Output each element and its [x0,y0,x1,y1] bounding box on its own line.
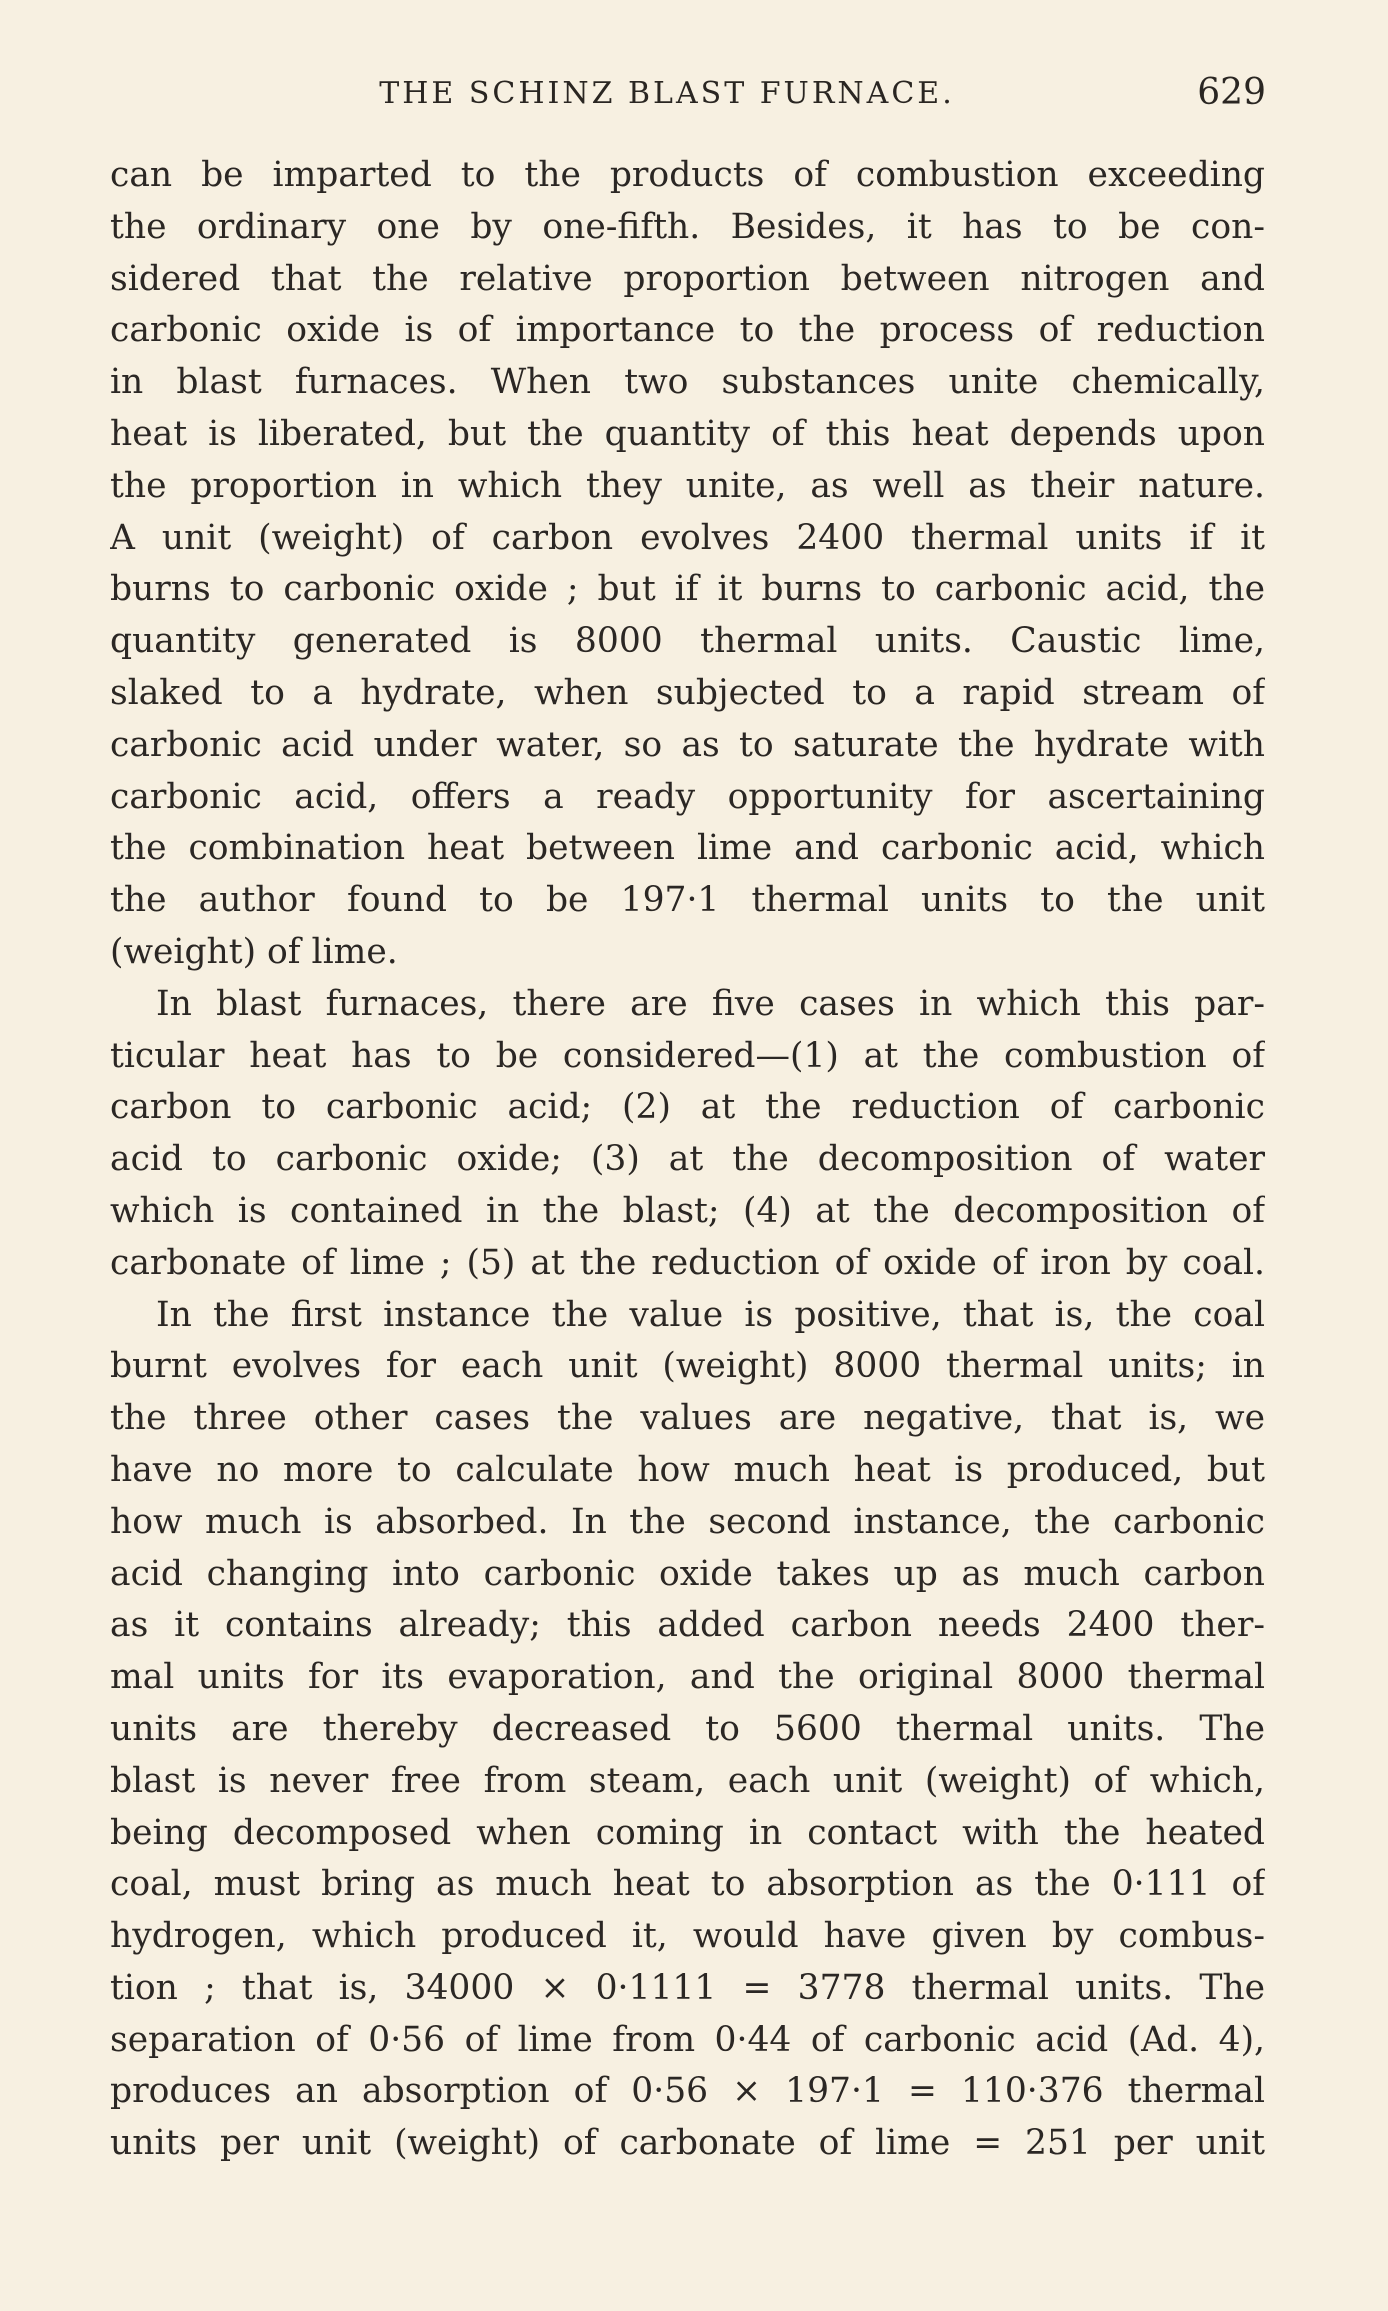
running-head: THE SCHINZ BLAST FURNACE. [379,76,955,111]
text-line: units are thereby decreased to 5600 thermal units. The [110,1708,1265,1749]
text-line: mal units for its evaporation, and the original 8000 thermal [110,1657,1265,1698]
text-line: carbon to carbonic acid; (2) at the reduction of carbonic [110,1087,1265,1128]
text-line: In the first instance the value is positive, that is, the coal [156,1294,1265,1335]
text-line: tion ; that is, 34000 × 0·1111 = 3778 thermal units. The [110,1967,1265,2008]
text-line: as it contains already; this added carbon needs 2400 ther- [110,1605,1265,1646]
text-line: the author found to be 197·1 thermal units to the unit [110,880,1265,921]
text-line: burnt evolves for each unit (weight) 8000 thermal units; in [110,1346,1265,1387]
text-line: In blast furnaces, there are five cases in which this par- [156,983,1265,1024]
text-line: quantity generated is 8000 thermal units. Caustic lime, [110,621,1265,662]
text-line: coal, must bring as much heat to absorption as the 0·111 of [110,1864,1265,1905]
text-line: carbonate of lime ; (5) at the reduction of oxide of iron by coal. [110,1242,1265,1283]
text-line: acid to carbonic oxide; (3) at the decomposition of water [110,1139,1265,1180]
text-line: have no more to calculate how much heat is produced, but [110,1449,1265,1490]
text-line: can be imparted to the products of combustion exceeding [110,155,1265,195]
text-line: being decomposed when coming in contact with the heated [110,1812,1265,1853]
page-number: 629 [1197,72,1266,113]
text-line: carbonic acid, offers a ready opportunity for ascertaining [110,776,1265,817]
text-line: sidered that the relative proportion between nitrogen and [110,258,1265,299]
text-line: (weight) of lime. [110,931,398,972]
text-line: carbonic acid under water, so as to saturate the hydrate with [110,724,1265,765]
text-line: the combination heat between lime and carbonic acid, which [110,828,1265,869]
text-line: hydrogen, which produced it, would have given by combus- [110,1916,1265,1957]
text-line: how much is absorbed. In the second instance, the carbonic [110,1501,1265,1542]
body-text [110,150,1265,2170]
text-line: ticular heat has to be considered—(1) at the combustion of [110,1035,1265,1076]
text-line: produces an absorption of 0·56 × 197·1 = 110·376 thermal [110,2071,1265,2112]
text-line: which is contained in the blast; (4) at the decomposition of [110,1190,1265,1231]
text-line: carbonic oxide is of importance to the process of reduction [110,310,1265,351]
page-header [108,72,1266,122]
text-line: units per unit (weight) of carbonate of lime = 251 per unit [110,2123,1265,2164]
text-line: A unit (weight) of carbon evolves 2400 thermal units if it [110,517,1265,558]
text-line: acid changing into carbonic oxide takes up as much carbon [110,1553,1265,1594]
text-line: slaked to a hydrate, when subjected to a rapid stream of [110,672,1265,713]
text-line: separation of 0·56 of lime from 0·44 of carbonic acid (Ad. 4), [110,2019,1265,2060]
text-line: burns to carbonic oxide ; but if it burns to carbonic acid, the [110,569,1265,610]
text-line: heat is liberated, but the quantity of this heat depends upon [110,413,1265,454]
text-line: in blast furnaces. When two substances unite chemically, [110,362,1265,403]
text-line: the three other cases the values are negative, that is, we [110,1398,1265,1439]
text-line: the proportion in which they unite, as well as their nature. [110,465,1265,506]
text-line: blast is never free from steam, each unit (weight) of which, [110,1760,1265,1801]
text-line: the ordinary one by one-fifth. Besides, it has to be con- [110,206,1265,247]
